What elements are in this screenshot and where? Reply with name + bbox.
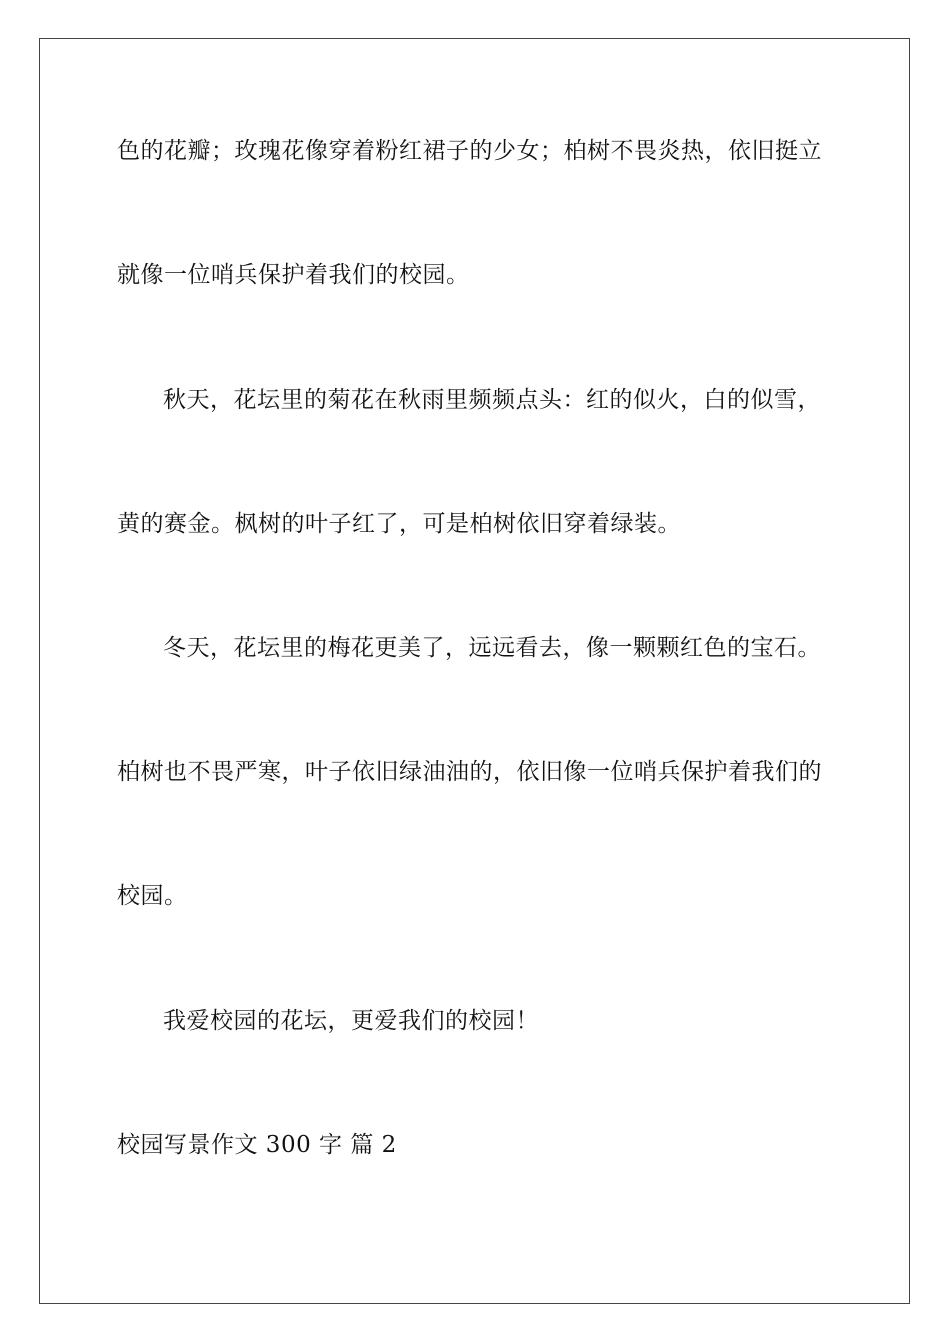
paragraph-line: 秋天，花坛里的菊花在秋雨里频频点头：红的似火，白的似雪， (163, 387, 821, 413)
paragraph-line: 冬天，花坛里的梅花更美了，远远看去，像一颗颗红色的宝石。 (163, 635, 821, 661)
paragraph-line: 色的花瓣；玫瑰花像穿着粉红裙子的少女；柏树不畏炎热，依旧挺立 (117, 138, 822, 164)
page-frame (39, 38, 910, 1304)
paragraph-line: 我爱校园的花坛，更爱我们的校园！ (163, 1008, 539, 1034)
paragraph-line: 校园。 (117, 883, 188, 909)
paragraph-line: 黄的赛金。枫树的叶子红了，可是柏树依旧穿着绿装。 (117, 511, 681, 537)
section-heading: 校园写景作文 300 字 篇 2 (117, 1132, 397, 1158)
paragraph-line: 就像一位哨兵保护着我们的校园。 (117, 262, 470, 288)
paragraph-line: 柏树也不畏严寒，叶子依旧绿油油的，依旧像一位哨兵保护着我们的 (117, 759, 822, 785)
